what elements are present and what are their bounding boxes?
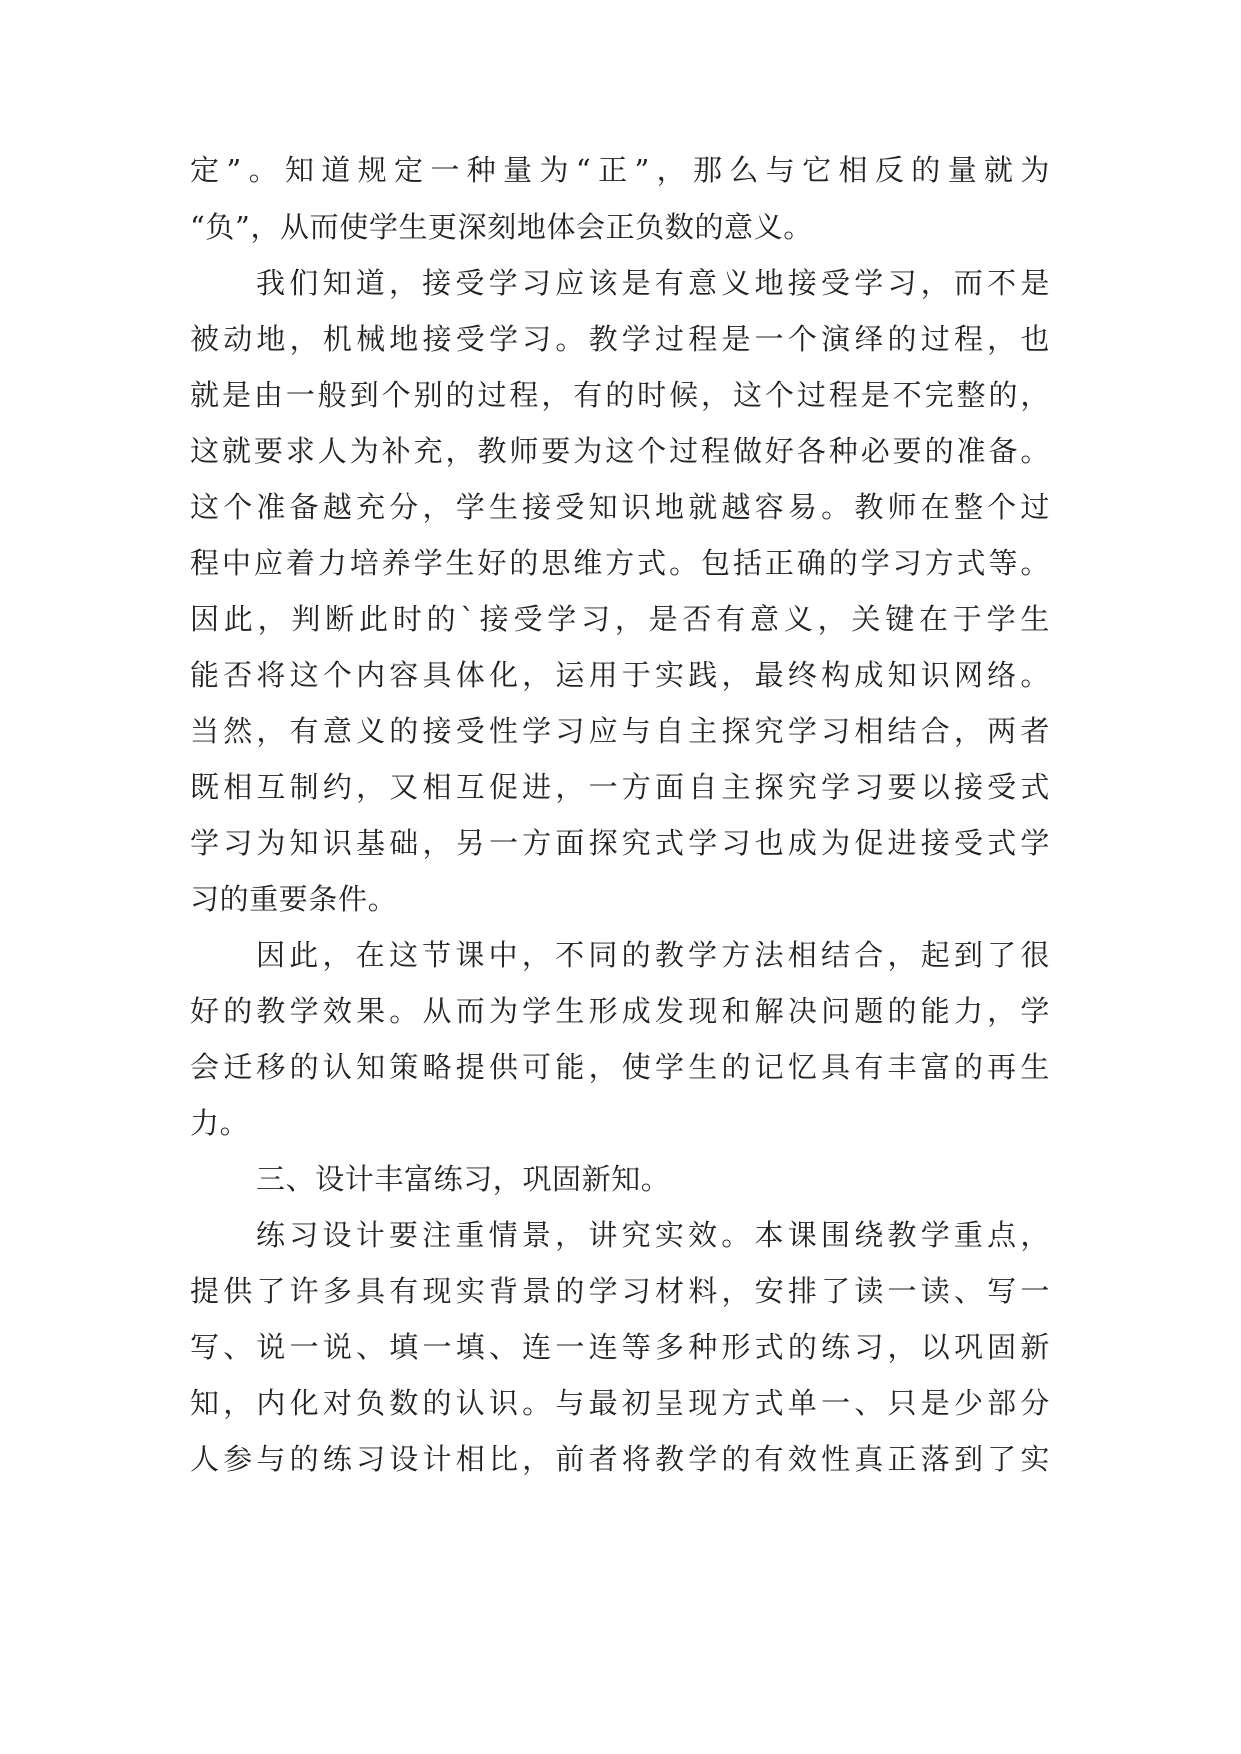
text-line: 这个准备越充分，学生接受知识地就越容易。教师在整个过 xyxy=(190,490,1050,524)
text-line: 学习为知识基础，另一方面探究式学习也成为促进接受式学 xyxy=(190,826,1050,860)
text-line: 当然，有意义的接受性学习应与自主探究学习相结合，两者 xyxy=(190,714,1050,748)
text-line: 因此，判断此时的`接受学习，是否有意义，关键在于学生 xyxy=(190,602,1050,636)
text-line: “负”，从而使学生更深刻地体会正负数的意义。 xyxy=(190,210,813,244)
text-line: 习的重要条件。 xyxy=(190,882,398,916)
text-line: 这就要求人为补充，教师要为这个过程做好各种必要的准备。 xyxy=(190,434,1050,468)
text-line: 会迁移的认知策略提供可能，使学生的记忆具有丰富的再生 xyxy=(190,1050,1050,1084)
text-line: 人参与的练习设计相比，前者将教学的有效性真正落到了实 xyxy=(190,1442,1050,1476)
text-line: 写、说一说、填一填、连一连等多种形式的练习，以巩固新 xyxy=(190,1330,1050,1364)
text-line: 提供了许多具有现实背景的学习材料，安排了读一读、写一 xyxy=(190,1274,1050,1308)
text-line: 程中应着力培养学生好的思维方式。包括正确的学习方式等。 xyxy=(190,546,1050,580)
text-line: 我们知道，接受学习应该是有意义地接受学习，而不是 xyxy=(256,266,1050,300)
text-line: 就是由一般到个别的过程，有的时候，这个过程是不完整的， xyxy=(190,378,1050,412)
text-line: 练习设计要注重情景，讲究实效。本课围绕教学重点， xyxy=(256,1218,1050,1252)
text-line: 力。 xyxy=(190,1106,250,1140)
text-line: 定”。知道规定一种量为“正”，那么与它相反的量就为 xyxy=(190,153,1050,187)
text-line: 知，内化对负数的认识。与最初呈现方式单一、只是少部分 xyxy=(190,1386,1050,1420)
text-line: 能否将这个内容具体化，运用于实践，最终构成知识网络。 xyxy=(190,658,1050,692)
text-line: 好的教学效果。从而为学生形成发现和解决问题的能力，学 xyxy=(190,994,1050,1028)
text-line: 被动地，机械地接受学习。教学过程是一个演绎的过程，也 xyxy=(190,322,1050,356)
text-line: 既相互制约，又相互促进，一方面自主探究学习要以接受式 xyxy=(190,770,1050,804)
text-line: 因此，在这节课中，不同的教学方法相结合，起到了很 xyxy=(256,938,1050,972)
section-heading: 三、设计丰富练习，巩固新知。 xyxy=(256,1162,671,1196)
